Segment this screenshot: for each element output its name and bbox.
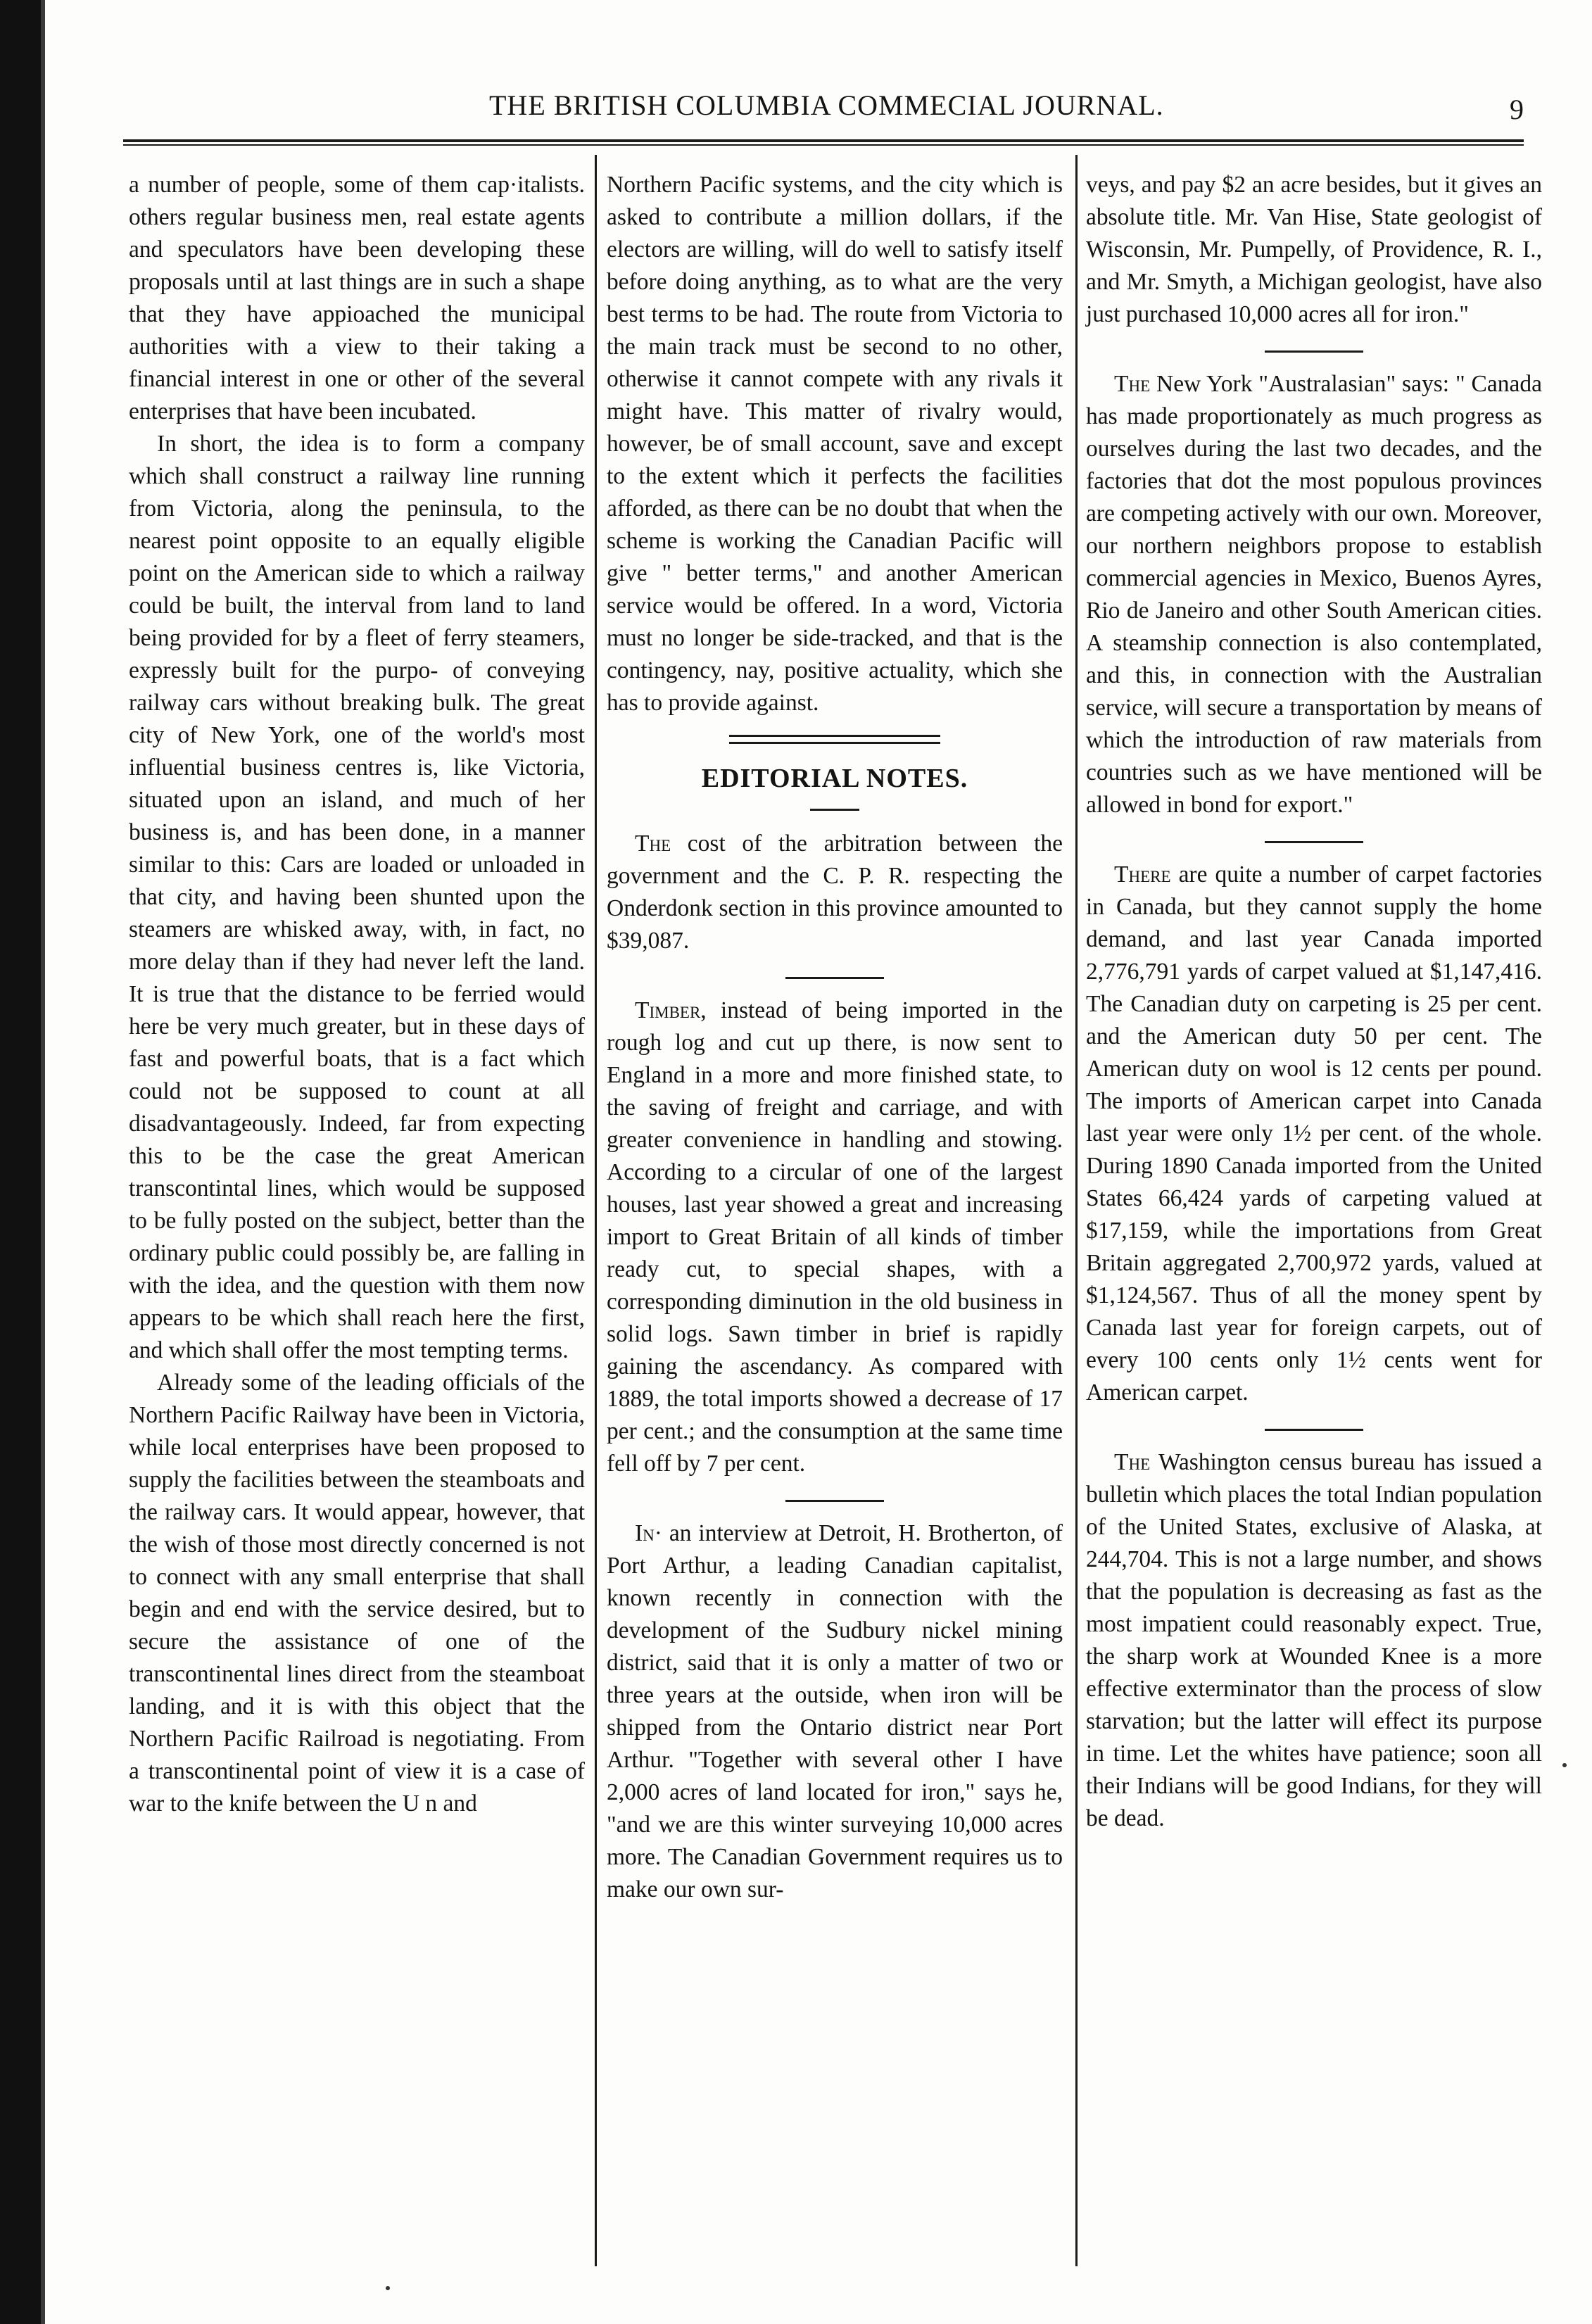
note-lead: Timber, <box>635 997 707 1023</box>
header-rule <box>123 139 1524 142</box>
scan-edge-shadow <box>0 0 55 2324</box>
note-lead: The <box>1114 371 1151 397</box>
divider <box>1265 351 1363 353</box>
note-lead: The <box>1114 1449 1151 1475</box>
print-speck <box>1562 1763 1567 1767</box>
article-paragraph: Northern Pacific systems, and the city which is asked to contribute a million dollars, if the electors are willing, will do well to satisfy itself before doing anything, as to what are the very best terms to be had. The route from Victoria to the main track must be second to no other, otherwise it cannot compete with any rivals it might have. This matter of rivalry would, however, be of small account, save and except to the extent which it perfects the facilities afforded, as there can be no doubt that when the scheme is working the Canadian Pacific will give " better terms," and another American service would be offered. In a word, Victoria must no longer be side-tracked, and that is the contingency, nay, positive actuality, which she has to provide against. <box>607 172 1063 716</box>
note-text: instead of being imported in the rough log and cut up there, is now sent to England in a more and more finished state, to the saving of freight and carriage, and with greater convenience in handling and stowing. According to a circular of one of the largest houses, last year showed a great and increasing import to Great Britain of all kinds of timber ready cut, to special shapes, with a corresponding diminution in the old business in solid logs. Sawn timber in brief is rapidly gaining the ascendancy. As compared with 1889, the total imports showed a decrease of 17 per cent.; and the consumption at the same time fell off by 7 per cent. <box>607 997 1063 1477</box>
section-heading: EDITORIAL NOTES. <box>701 764 968 793</box>
divider <box>785 977 884 979</box>
column-rule-1 <box>595 155 597 2266</box>
column-1 <box>129 169 585 1820</box>
article-paragraph: a number of people, some of them cap·italists. others regular business men, real estate agents and speculators have been developing these proposals until at last things are in such a shape that they have appioached the municipal authorities with a view to their taking a financial interest in one or other of the several enterprises that have been incubated. <box>129 172 585 424</box>
note-lead: The <box>635 831 671 857</box>
editorial-note <box>1086 859 1542 1409</box>
article-paragraph: In short, the idea is to form a company which shall construct a railway line running from Victoria, along the peninsula, to the nearest point opposite to an equally eligible point on the American side to which a railway could be built, the interval from land to land being provided for by a fleet of ferry steamers, expressly built for the purpo- of conveying railway cars without breaking bulk. The great city of New York, one of the world's most influential business centres is, like Victoria, situated upon an island, and much of her business is, and has been done, in a manner similar to this: Cars are loaded or unloaded in that city, and having been shunted upon the steamers are whisked away, with, in fact, no more delay than if they had never left the land. It is true that the distance to be ferried would here be very much greater, but in these days of fast and powerful boats, that is a fact which could not be supposed to count at all disadvantageously. Indeed, far from expecting this to be the case the great American transcontintal lines, which would be supposed to be fully posted on the subject, better than the ordinary public could possibly be, are falling in with the idea, and the question with them now appears to be which shall reach here the first, and which shall offer the most tempting terms. <box>129 431 585 1363</box>
note-lead: There <box>1114 861 1171 888</box>
section-double-rule <box>729 735 940 744</box>
editorial-note <box>607 1517 1063 1906</box>
note-text: Washington census bureau has issued a bulletin which places the total Indian population of the United States, exclusive of Alaska, at 244,704. This is not a large number, and shows that the population is decreasing as fast as the most impatient could reasonably expect. True, the sharp work at Wounded Knee is a more effective exterminator than the process of slow starvation; but the latter will effect its purpose in time. Let the whites have patience; soon all their Indians will be good Indians, for they will be dead. <box>1086 1449 1542 1831</box>
editorial-note <box>1086 1446 1542 1835</box>
note-text: are quite a number of carpet factories in Canada, but they cannot supply the home demand, and last year Canada imported 2,776,791 yards of carpet valued at $1,147,416. The Canadian duty on carpeting is 25 per cent. and the American duty 50 per cent. The American duty on wool is 12 cents per pound. The imports of American carpet into Canada last year were only 1½ per cent. of the whole. During 1890 Canada imported from the United States 66,424 yards of carpeting valued at $17,159, while the importations from Great Britain aggregated 2,700,972 yards, valued at $1,124,567. Thus of all the money spent by Canada last year for foreign carpets, out of every 100 cents only 1½ cents went for American carpet. <box>1086 861 1542 1406</box>
article-paragraph: veys, and pay $2 an acre besides, but it gives an absolute title. Mr. Van Hise, State geologist of Wisconsin, Mr. Pumpelly, of Providence, R. I., and Mr. Smyth, a Michigan geologist, have also just purchased 10,000 acres all for iron." <box>1086 172 1542 327</box>
editorial-note <box>1086 368 1542 821</box>
divider <box>810 809 859 811</box>
note-text: New York "Australasian" says: " Canada has made proportionately as much progress as ourselves during the last two decades, and the factories that dot the most populous provinces are competing actively with our own. Moreover, our northern neighbors propose to establish commercial agencies in Mexico, Buenos Ayres, Rio de Janeiro and other South American cities. A steamship connection is also contemplated, and this, in connection with the Australian service, will secure a transportation by means of which the introduction of raw materials from countries such as we have mentioned will be allowed in bond for export." <box>1086 371 1542 818</box>
note-lead: In· <box>635 1520 662 1546</box>
divider <box>785 1500 884 1502</box>
note-text: an interview at Detroit, H. Brotherton, of Port Arthur, a leading Canadian capitalist, known recently in connection with the development of the Sudbury nickel mining district, said that it is only a matter of two or three years at the outside, when iron will be shipped from the Ontario district near Port Arthur. "Together with several other I have 2,000 acres of land located for iron," says he, "and we are this winter surveying 10,000 acres more. The Canadian Government requires us to make our own sur- <box>607 1520 1063 1902</box>
header-rule-thin <box>123 144 1524 146</box>
running-title: THE BRITISH COLUMBIA COMMECIAL JOURNAL. <box>489 89 1164 121</box>
column-2 <box>607 169 1063 1906</box>
page-number: 9 <box>1510 94 1524 125</box>
column-3 <box>1086 169 1542 1835</box>
column-rule-2 <box>1075 155 1078 2266</box>
divider <box>1265 841 1363 843</box>
editorial-note <box>607 994 1063 1480</box>
editorial-note <box>607 828 1063 957</box>
divider <box>1265 1429 1363 1431</box>
note-text: cost of the arbitration between the government and the C. P. R. respecting the Onderdonk section in this province amounted to $39,087. <box>607 831 1063 954</box>
page-header <box>123 83 1524 139</box>
print-speck <box>386 2286 390 2290</box>
article-paragraph: Already some of the leading officials of the Northern Pacific Railway have been in Victoria, while local enterprises have been proposed to supply the facilities between the steamboats and the railway cars. It would appear, however, that the wish of those most directly concerned is not to connect with any small enterprise that shall begin and end with the service desired, but to secure the assistance of one of the transcontinental lines direct from the steamboat landing, and it is with this object that the Northern Pacific Railroad is negotiating. From a transcontinental point of view it is a case of war to the knife between the U n and <box>129 1370 585 1817</box>
